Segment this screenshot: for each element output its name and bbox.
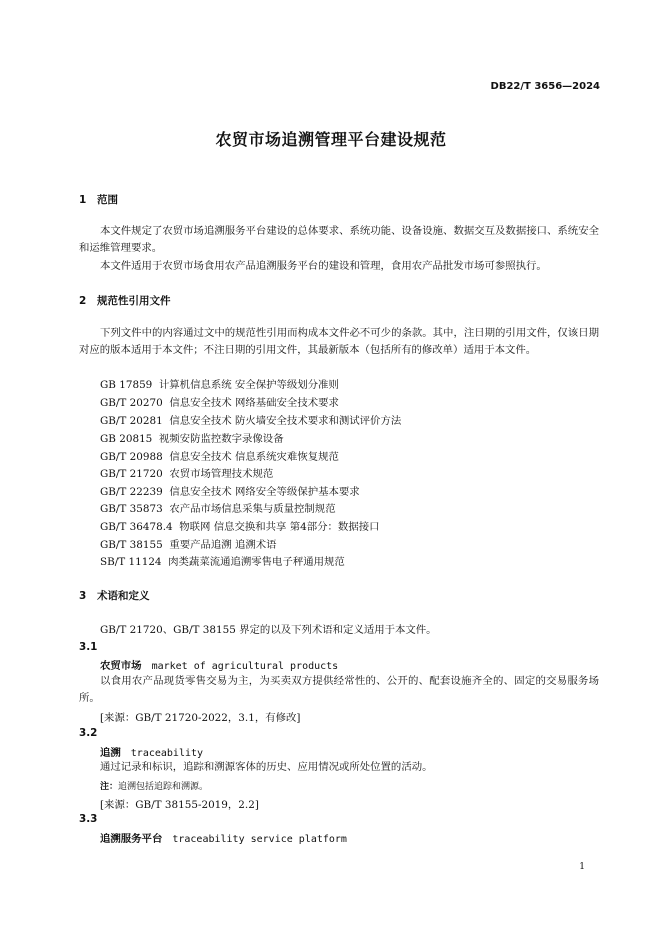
note-label: 注： [100, 782, 119, 792]
clause-number: 3.2 [79, 727, 98, 739]
reference-item: GB/T 35873 农产品市场信息采集与质量控制规范 [100, 503, 336, 515]
reference-item: GB/T 21720 农贸市场管理技术规范 [100, 468, 274, 480]
term-heading [100, 657, 338, 672]
section-title: 术语和定义 [97, 590, 150, 602]
clause-number: 3.1 [79, 641, 98, 653]
term-definition: 通过记录和标识，追踪和溯源客体的历史、应用情况或所处位置的活动。 [100, 761, 433, 773]
page-number: 1 [579, 862, 585, 872]
term-en: market of agricultural products [151, 661, 339, 672]
section-3-heading [79, 588, 150, 603]
reference-item: GB 20815 视频安防监控数字录像设备 [100, 433, 284, 445]
term-zh: 农贸市场 [100, 660, 142, 672]
reference-item: GB/T 20988 信息安全技术 信息系统灾难恢复规范 [100, 451, 339, 463]
section-1-paragraph-2: 本文件适用于农贸市场食用农产品追溯服务平台的建设和管理，食用农产品批发市场可参照执行。 [100, 260, 547, 272]
clause-number: 3.3 [79, 813, 98, 825]
term-zh: 追溯 [100, 747, 121, 759]
note-text: 追溯包括追踪和溯源。 [118, 782, 209, 792]
reference-item: GB 17859 计算机信息系统 安全保护等级划分准则 [100, 379, 339, 391]
section-number: 3 [79, 590, 87, 602]
term-definition: 以食用农产品现货零售交易为主，为买卖双方提供经常性的、公开的、配套设施齐全的、固定的交易服务场所。 [79, 675, 599, 704]
term-heading [100, 744, 203, 759]
term-en: traceability service platform [172, 834, 347, 845]
reference-item: GB/T 20281 信息安全技术 防火墙安全技术要求和测试评价方法 [100, 415, 402, 427]
reference-item: GB/T 20270 信息安全技术 网络基础安全技术要求 [100, 397, 339, 409]
reference-item: GB/T 22239 信息安全技术 网络安全等级保护基本要求 [100, 486, 360, 498]
section-3-intro: GB/T 21720、GB/T 38155 界定的以及下列术语和定义适用于本文件。 [100, 624, 437, 636]
term-source: [来源：GB/T 38155-2019，2.2] [100, 799, 259, 811]
term-source: [来源：GB/T 21720-2022，3.1，有修改] [100, 712, 301, 724]
reference-item: GB/T 36478.4 物联网 信息交换和共享 第4部分：数据接口 [100, 521, 380, 533]
section-1-paragraph-1: 本文件规定了农贸市场追溯服务平台建设的总体要求、系统功能、设备设施、数据交互及数据接口、系统安全和运维管理要求。 [79, 225, 599, 254]
document-code: DB22/T 3656—2024 [490, 81, 600, 92]
section-1-heading [79, 192, 118, 207]
term-note [100, 779, 208, 792]
section-2-heading [79, 293, 171, 308]
term-zh: 追溯服务平台 [100, 833, 163, 845]
reference-item: SB/T 11124 肉类蔬菜流通追溯零售电子秤通用规范 [100, 556, 345, 568]
reference-item: GB/T 38155 重要产品追溯 追溯术语 [100, 539, 277, 551]
term-heading [100, 830, 347, 845]
section-number: 2 [79, 295, 87, 307]
section-2-intro: 下列文件中的内容通过文中的规范性引用而构成本文件必不可少的条款。其中，注日期的引用文件，仅该日期对应的版本适用于本文件；不注日期的引用文件，其最新版本（包括所有的修改单）适用于本文件。 [79, 327, 599, 356]
section-number: 1 [79, 194, 87, 206]
document-title: 农贸市场追溯管理平台建设规范 [215, 130, 447, 149]
section-title: 规范性引用文件 [97, 295, 171, 307]
section-title: 范围 [97, 194, 118, 206]
term-en: traceability [130, 748, 204, 759]
